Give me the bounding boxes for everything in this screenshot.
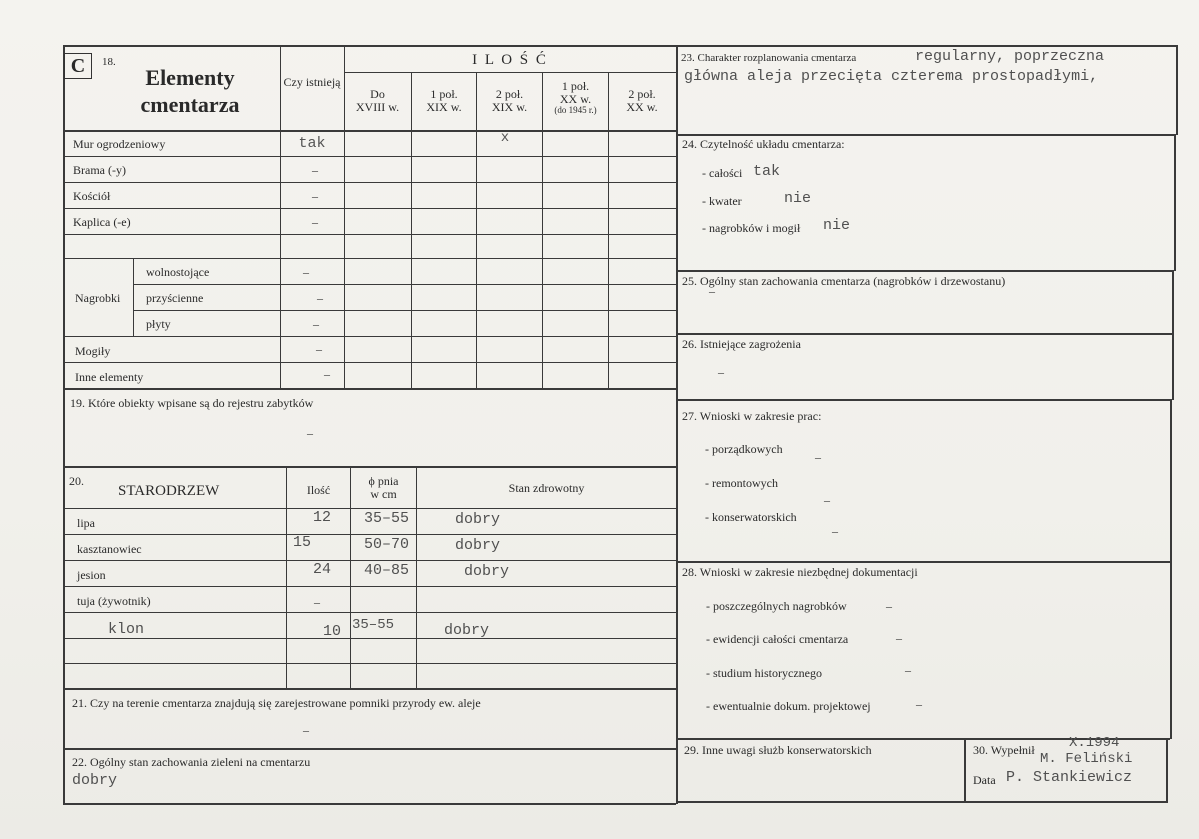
tree-count-jesion: 24: [313, 561, 332, 578]
nagrobki-plyty-exists: –: [313, 317, 319, 331]
tree-count-lipa: 12: [313, 509, 332, 526]
q20-title: STARODRZEW: [118, 483, 220, 499]
tree-name-kasztanowiec: kasztanowiec: [77, 542, 142, 556]
q29-label: 29. Inne uwagi służb konserwatorskich: [684, 743, 872, 757]
q27-answer-porzadkowych: –: [815, 450, 821, 464]
nagrobki-plyty-label: płyty: [146, 317, 171, 331]
q24-item-kwater: - kwater: [702, 194, 742, 208]
tree-health-kasztanowiec: dobry: [455, 537, 501, 554]
q28-answer-studium: –: [905, 663, 911, 677]
tree-diam-jesion: 40–85: [364, 562, 410, 579]
q23-answer-line1: regularny, poprzeczna: [915, 48, 1105, 65]
q27-answer-konserwatorskich: –: [832, 524, 838, 538]
q28-answer-nagrobkow: –: [886, 599, 892, 613]
q28-answer-projektowej: –: [916, 697, 922, 711]
tree-health-klon: dobry: [444, 622, 490, 639]
q27-item-konserwatorskich: - konserwatorskich: [705, 510, 797, 524]
period-header-4: 1 poł. XX w. (do 1945 r.): [554, 79, 597, 116]
q24-answer-calosci: tak: [753, 163, 781, 180]
nagrobki-przyscienne-label: przyścienne: [146, 291, 204, 305]
q30-date-label: Data: [973, 773, 996, 787]
row-label-mur: Mur ogrodzeniowy: [73, 137, 166, 151]
q24-answer-kwater: nie: [784, 190, 812, 207]
q23-answer-line2: główna aleja przecięta czterema prostopadłymi,: [684, 68, 1099, 85]
tree-health-jesion: dobry: [464, 563, 510, 580]
q24-item-nagrobkow: - nagrobków i mogił: [702, 221, 801, 235]
tree-name-jesion: jesion: [77, 568, 106, 582]
nagrobki-wolnostojace-label: wolnostojące: [146, 265, 210, 279]
period-header-2: 1 poł. XIX w.: [426, 87, 462, 115]
row-exists-kaplica: –: [312, 215, 318, 229]
q22-answer: dobry: [72, 772, 118, 789]
period-header-3: 2 poł. XIX w.: [491, 87, 528, 115]
row-label-kosciol: Kościół: [73, 189, 111, 203]
tree-diam-kasztanowiec: 50–70: [364, 536, 410, 553]
q24-item-calosci: - całości: [702, 166, 743, 180]
q27-item-porzadkowych: - porządkowych: [705, 442, 783, 456]
section-c-badge: C: [64, 53, 92, 79]
q28-item-studium: - studium historycznego: [706, 666, 822, 680]
q22-label: 22. Ogólny stan zachowania zieleni na cmentarzu: [72, 755, 311, 769]
q25-answer: –: [709, 284, 715, 298]
q24-answer-nagrobkow: nie: [823, 217, 851, 234]
nagrobki-przyscienne-exists: –: [317, 291, 323, 305]
q20-number: 20.: [69, 474, 84, 488]
row-label-kaplica: Kaplica (-e): [73, 215, 131, 229]
tree-name-tuja: tuja (żywotnik): [77, 594, 151, 608]
q20-col-pien: ϕ pnia w cm: [368, 474, 399, 502]
col-exists-header: Czy istnieją: [283, 75, 341, 89]
q20-col-ilosc: Ilość: [306, 483, 331, 497]
period-header-5: 2 poł. XX w.: [626, 87, 658, 115]
tree-diam-klon: 35–55: [352, 617, 395, 633]
inne-elementy-exists: –: [324, 367, 330, 381]
tree-health-lipa: dobry: [455, 511, 501, 528]
q24-label: 24. Czytelność układu cmentarza:: [682, 137, 845, 151]
mogily-exists: –: [316, 342, 322, 356]
tree-diam-lipa: 35–55: [364, 510, 410, 527]
period-header-1: Do XVIII w.: [355, 87, 400, 115]
tree-count-kasztanowiec: 15: [293, 534, 312, 551]
q26-answer: –: [718, 365, 724, 379]
tree-count-tuja: –: [314, 595, 320, 609]
row-mark-mur: x: [500, 130, 510, 146]
tree-name-lipa: lipa: [77, 516, 95, 530]
mogily-label: Mogiły: [75, 344, 111, 358]
q23-label: 23. Charakter rozplanowania cmentarza: [681, 52, 857, 64]
q25-label: 25. Ogólny stan zachowania cmentarza (nagrobków i drzewostanu): [682, 274, 1006, 288]
q28-answer-ewidencji: –: [896, 631, 902, 645]
q28-item-projektowej: - ewentualnie dokum. projektowej: [706, 699, 871, 713]
q26-label: 26. Istniejące zagrożenia: [682, 337, 801, 351]
inne-elementy-label: Inne elementy: [75, 370, 144, 384]
q30-name-2: P. Stankiewicz: [1006, 769, 1133, 786]
section-title-line2: cmentarza: [140, 92, 240, 117]
q19-label: 19. Które obiekty wpisane są do rejestru zabytków: [70, 396, 314, 410]
section-title-line1: Elementy: [145, 65, 235, 90]
nagrobki-wolnostojace-exists: –: [303, 265, 309, 279]
q27-item-remontowych: - remontowych: [705, 476, 778, 490]
tree-name-klon: klon: [108, 621, 145, 638]
q19-answer: –: [307, 426, 313, 440]
q30-label: 30. Wypełnił: [973, 743, 1035, 757]
q30-date: X.1994: [1069, 735, 1120, 751]
row-exists-mur: tak: [298, 135, 326, 152]
row-exists-kosciol: –: [312, 189, 318, 203]
q27-label: 27. Wnioski w zakresie prac:: [682, 409, 822, 423]
q28-item-ewidencji: - ewidencji całości cmentarza: [706, 632, 849, 646]
ilosc-header: I L O Ś Ć: [472, 52, 548, 68]
row-label-brama: Brama (-y): [73, 163, 126, 177]
q21-label: 21. Czy na terenie cmentarza znajdują się zarejestrowane pomniki przyrody ew. aleje: [72, 696, 481, 710]
q20-col-stan: Stan zdrowotny: [508, 481, 585, 495]
q28-item-nagrobkow: - poszczególnych nagrobków: [706, 599, 847, 613]
nagrobki-label: Nagrobki: [75, 291, 121, 305]
q27-answer-remontowych: –: [824, 493, 830, 507]
q21-answer: –: [303, 723, 309, 737]
row-exists-brama: –: [312, 163, 318, 177]
section-number: 18.: [102, 56, 116, 68]
tree-count-klon: 10: [323, 623, 342, 640]
q28-label: 28. Wnioski w zakresie niezbędnej dokumentacji: [682, 565, 918, 579]
q30-name-1: M. Feliński: [1040, 751, 1133, 767]
